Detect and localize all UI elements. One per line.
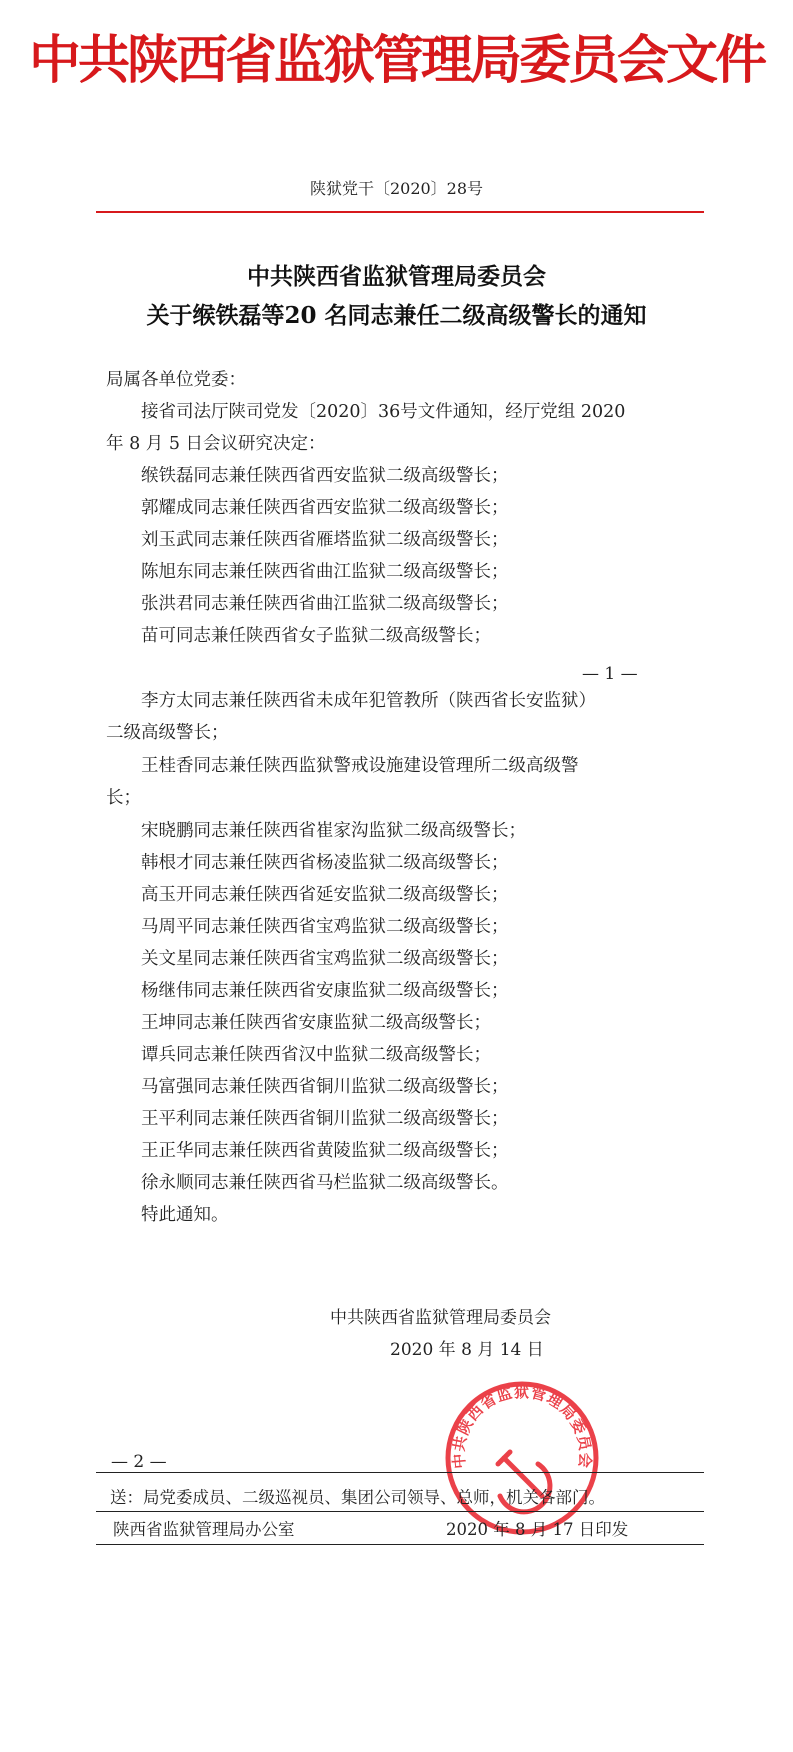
- notice-title-line2: 关于缑铁磊等20 名同志兼任二级高级警长的通知: [146, 302, 647, 329]
- appointment-item: 谭兵同志兼任陕西省汉中监狱二级高级警长；: [141, 1045, 491, 1065]
- signature-organization: 中共陕西省监狱管理局委员会: [330, 1308, 551, 1328]
- appointment-item: 王正华同志兼任陕西省黄陵监狱二级高级警长；: [141, 1141, 509, 1161]
- closing-remark: 特此通知。: [141, 1205, 229, 1225]
- intro-line2: 年 8 月 5 日会议研究决定：: [106, 434, 326, 454]
- appointment-item: 刘玉武同志兼任陕西省雁塔监狱二级高级警长；: [141, 530, 509, 550]
- appointment-item: 高玉开同志兼任陕西省延安监狱二级高级警长；: [141, 885, 509, 905]
- distribution-list: 送：局党委成员、二级巡视员、集团公司领导、总师，机关各部门。: [110, 1488, 605, 1507]
- appointment-item: 宋晓鹏同志兼任陕西省崔家沟监狱二级高级警长；: [141, 821, 526, 841]
- appointment-item: 王坤同志兼任陕西省安康监狱二级高级警长；: [141, 1013, 491, 1033]
- seal-text: 中共陕西省监狱管理局委员会: [449, 1382, 595, 1470]
- appointment-item: 韩根才同志兼任陕西省杨凌监狱二级高级警长；: [141, 853, 509, 873]
- footer-rule-middle: [96, 1511, 704, 1512]
- issuing-office: 陕西省监狱管理局办公室: [113, 1520, 295, 1539]
- appointment-item: 王桂香同志兼任陕西监狱警戒设施建设管理所二级高级警: [141, 756, 579, 776]
- appointment-item: 徐永顺同志兼任陕西省马栏监狱二级高级警长。: [141, 1173, 509, 1193]
- appointment-item: 马周平同志兼任陕西省宝鸡监狱二级高级警长；: [141, 917, 509, 937]
- masthead-title: 中共陕西省监狱管理局委员会文件: [28, 31, 764, 91]
- appointment-item: 郭耀成同志兼任陕西省西安监狱二级高级警长；: [141, 498, 509, 518]
- appointment-item: 张洪君同志兼任陕西省曲江监狱二级高级警长；: [141, 594, 509, 614]
- appointment-item: 陈旭东同志兼任陕西省曲江监狱二级高级警长；: [141, 562, 509, 582]
- appointment-item: 缑铁磊同志兼任陕西省西安监狱二级高级警长；: [141, 466, 509, 486]
- page-number-2: — 2 —: [111, 1452, 167, 1472]
- appointment-item-continued: 长；: [106, 788, 141, 808]
- print-date: 2020 年 8 月 17 日印发: [446, 1520, 629, 1539]
- appointment-item-continued: 二级高级警长；: [106, 723, 229, 743]
- footer-rule-top: [96, 1472, 704, 1473]
- appointment-item: 苗可同志兼任陕西省女子监狱二级高级警长；: [141, 626, 491, 646]
- notice-title-line1: 中共陕西省监狱管理局委员会: [247, 263, 546, 290]
- signature-date: 2020 年 8 月 14 日: [390, 1340, 544, 1360]
- salutation: 局属各单位党委：: [106, 370, 246, 390]
- red-divider: [96, 211, 704, 213]
- appointment-item: 杨继伟同志兼任陕西省安康监狱二级高级警长；: [141, 981, 509, 1001]
- official-seal-stamp: [442, 1378, 602, 1538]
- appointment-item: 马富强同志兼任陕西省铜川监狱二级高级警长；: [141, 1077, 509, 1097]
- appointment-item: 王平利同志兼任陕西省铜川监狱二级高级警长；: [141, 1109, 509, 1129]
- document-number: 陕狱党干〔2020〕28号: [309, 179, 484, 198]
- svg-text:中共陕西省监狱管理局委员会: [450, 1383, 595, 1470]
- page-number-1: — 1 —: [582, 664, 638, 684]
- intro-line1: 接省司法厅陕司党发〔2020〕36号文件通知，经厅党组 2020: [141, 402, 626, 422]
- appointment-item: 李方太同志兼任陕西省未成年犯管教所（陕西省长安监狱）: [141, 691, 596, 711]
- footer-rule-bottom: [96, 1544, 704, 1545]
- appointment-item: 关文星同志兼任陕西省宝鸡监狱二级高级警长；: [141, 949, 509, 969]
